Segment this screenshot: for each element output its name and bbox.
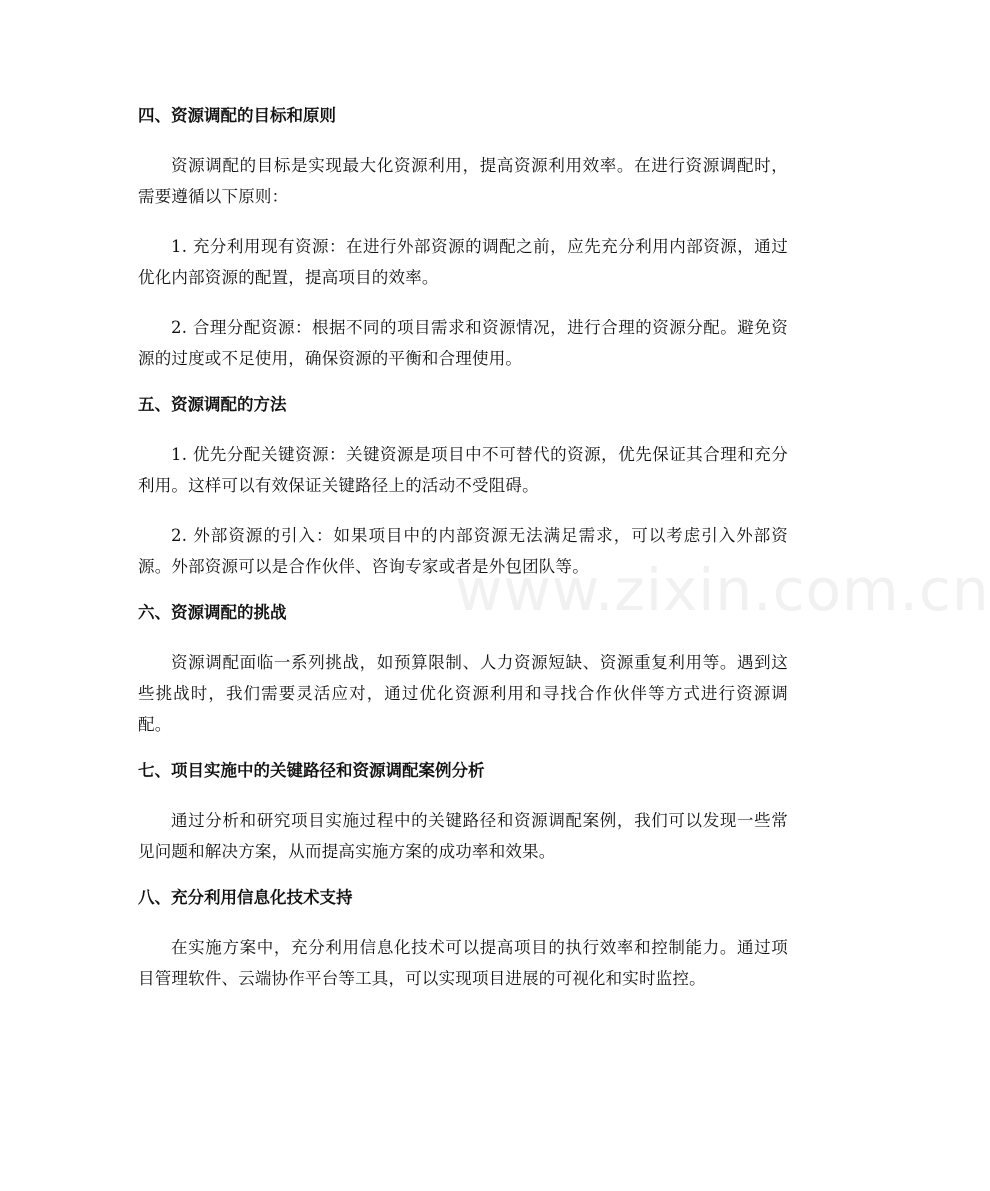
section-6 bbox=[138, 601, 788, 740]
section-8 bbox=[138, 886, 788, 994]
paragraph: 1. 充分利用现有资源：在进行外部资源的调配之前，应先充分利用内部资源，通过优化内部资源的配置，提高项目的效率。 bbox=[138, 237, 788, 287]
section-heading: 八、充分利用信息化技术支持 bbox=[138, 888, 353, 907]
section-heading: 四、资源调配的目标和原则 bbox=[138, 106, 336, 125]
paragraph: 在实施方案中，充分利用信息化技术可以提高项目的执行效率和控制能力。通过项目管理软件、云端协作平台等工具，可以实现项目进展的可视化和实时监控。 bbox=[138, 938, 788, 988]
section-heading: 五、资源调配的方法 bbox=[138, 395, 287, 414]
paragraph: 2. 外部资源的引入：如果项目中的内部资源无法满足需求，可以考虑引入外部资源。外部资源可以是合作伙伴、咨询专家或者是外包团队等。 bbox=[138, 526, 788, 576]
paragraph: 2. 合理分配资源：根据不同的项目需求和资源情况，进行合理的资源分配。避免资源的过度或不足使用，确保资源的平衡和合理使用。 bbox=[138, 318, 788, 368]
paragraph: 通过分析和研究项目实施过程中的关键路径和资源调配案例，我们可以发现一些常见问题和解决方案，从而提高实施方案的成功率和效果。 bbox=[138, 811, 788, 861]
document-body bbox=[138, 104, 788, 1013]
section-4 bbox=[138, 104, 788, 374]
paragraph: 资源调配面临一系列挑战，如预算限制、人力资源短缺、资源重复利用等。遇到这些挑战时，我们需要灵活应对，通过优化资源利用和寻找合作伙伴等方式进行资源调配。 bbox=[138, 653, 788, 734]
section-7 bbox=[138, 759, 788, 867]
paragraph: 资源调配的目标是实现最大化资源利用，提高资源利用效率。在进行资源调配时，需要遵循以下原则： bbox=[138, 156, 788, 206]
section-heading: 七、项目实施中的关键路径和资源调配案例分析 bbox=[138, 761, 485, 780]
watermark: www.zixin.com.cn bbox=[455, 556, 990, 624]
section-heading: 六、资源调配的挑战 bbox=[138, 603, 287, 622]
paragraph: 1. 优先分配关键资源：关键资源是项目中不可替代的资源，优先保证其合理和充分利用。这样可以有效保证关键路径上的活动不受阻碍。 bbox=[138, 445, 788, 495]
section-5 bbox=[138, 393, 788, 582]
